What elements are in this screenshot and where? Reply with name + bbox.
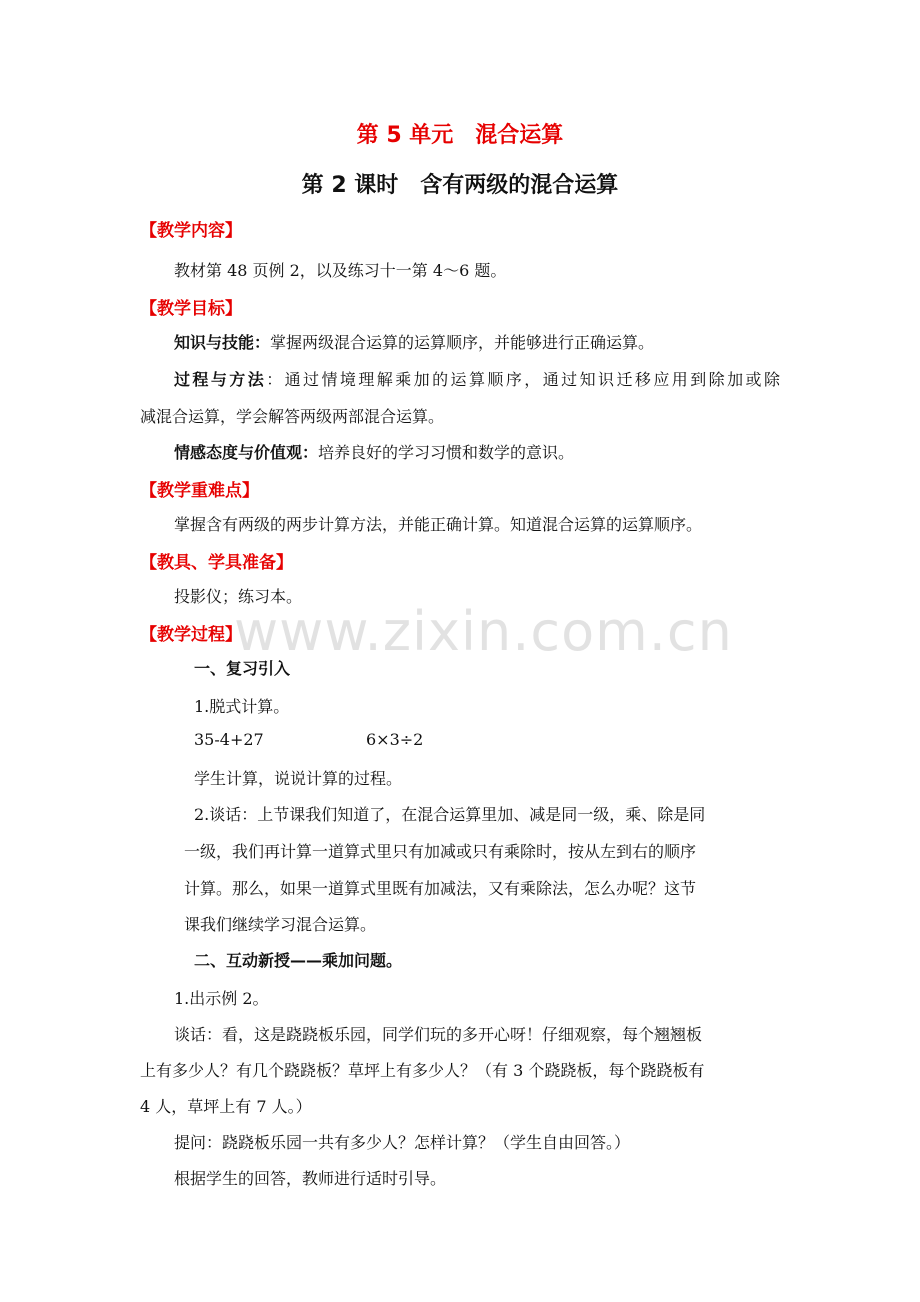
goal-attitude-text: 培养良好的学习习惯和数学的意识。 xyxy=(318,443,575,462)
heading-teaching-goals: 【教学目标】 xyxy=(140,299,242,319)
teaching-content-text: 教材第 48 页例 2，以及练习十一第 4～6 题。 xyxy=(174,261,507,280)
goal-process-label: 过程与方法 xyxy=(174,370,267,389)
expression-1: 35-4+27 xyxy=(194,730,264,749)
part-one-item-2-line-4: 课我们继续学习混合运算。 xyxy=(184,915,377,934)
goal-attitude xyxy=(174,440,574,463)
heading-teaching-process: 【教学过程】 xyxy=(140,625,242,645)
part-two-guidance: 根据学生的回答，教师进行适时引导。 xyxy=(174,1169,447,1188)
watermark: www.zixin.com.cn xyxy=(234,600,733,663)
part-one-item-1: 1.脱式计算。 xyxy=(194,697,290,716)
goal-process xyxy=(174,367,780,390)
part-one-students: 学生计算，说说计算的过程。 xyxy=(194,769,403,788)
part-one-item-2-line-1: 2.谈话：上节课我们知道了，在混合运算里加、减是同一级，乘、除是同 xyxy=(194,805,706,824)
part-two-talk-line-2: 上有多少人？有几个跷跷板？草坪上有多少人？（有 3 个跷跷板，每个跷跷板有 xyxy=(140,1061,705,1080)
part-one-item-2-line-2: 一级，我们再计算一道算式里只有加减或只有乘除时，按从左到右的顺序 xyxy=(184,842,697,861)
goal-attitude-label: 情感态度与价值观： xyxy=(174,443,319,462)
goal-knowledge-text: 掌握两级混合运算的运算顺序，并能够进行正确运算。 xyxy=(270,333,655,352)
part-one-title: 一、复习引入 xyxy=(194,659,291,678)
goal-process-text: ：通过情境理解乘加的运算顺序，通过知识迁移应用到除加或除 xyxy=(266,370,780,389)
part-two-talk-line-3: 4 人，草坪上有 7 人。） xyxy=(140,1097,312,1116)
part-one-item-2-line-3: 计算。那么，如果一道算式里既有加减法，又有乘除法，怎么办呢？这节 xyxy=(184,879,697,898)
part-two-question: 提问：跷跷板乐园一共有多少人？怎样计算？（学生自由回答。） xyxy=(174,1133,631,1152)
part-two-talk-line-1: 谈话：看，这是跷跷板乐园，同学们玩的多开心呀！仔细观察，每个翘翘板 xyxy=(174,1025,703,1044)
heading-tools: 【教具、学具准备】 xyxy=(140,553,293,573)
goal-knowledge xyxy=(174,330,654,353)
part-two-title: 二、互动新授——乘加问题。 xyxy=(194,951,403,970)
unit-title: 第 5 单元 混合运算 xyxy=(356,123,564,148)
tools-text: 投影仪；练习本。 xyxy=(174,587,303,606)
heading-teaching-content: 【教学内容】 xyxy=(140,221,242,241)
lesson-title: 第 2 课时 含有两级的混合运算 xyxy=(301,173,619,198)
part-two-item-1: 1.出示例 2。 xyxy=(174,989,269,1008)
goal-knowledge-label: 知识与技能： xyxy=(174,333,271,352)
key-points-text: 掌握含有两级的两步计算方法，并能正确计算。知道混合运算的运算顺序。 xyxy=(174,515,703,534)
expression-2: 6×3÷2 xyxy=(366,730,424,749)
goal-process-continuation: 减混合运算，学会解答两级两部混合运算。 xyxy=(140,407,445,426)
heading-key-points: 【教学重难点】 xyxy=(140,481,259,501)
